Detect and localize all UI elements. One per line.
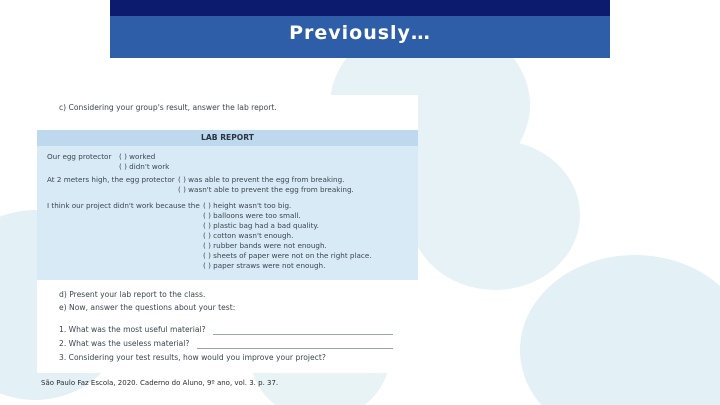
question-1: 1. What was the most useful material? xyxy=(59,325,206,334)
reason-item: ( ) paper straws were not enough. xyxy=(203,261,326,270)
source-caption: São Paulo Faz Escola, 2020. Caderno do Aluno, 9º ano, vol. 3. p. 37. xyxy=(41,379,279,387)
worksheet-image xyxy=(37,95,418,373)
reason-item: ( ) cotton wasn't enough. xyxy=(203,231,294,240)
instruction-e: e) Now, answer the questions about your test: xyxy=(59,303,236,312)
instruction-d: d) Present your lab report to the class. xyxy=(59,290,206,299)
question-2: 2. What was the useless material? xyxy=(59,339,190,348)
question-3: 3. Considering your test results, how would you improve your project? xyxy=(59,353,326,362)
option-not-prevented: ( ) wasn't able to prevent the egg from breaking. xyxy=(178,185,354,194)
slide-title: Previously… xyxy=(289,22,431,44)
reason-item: ( ) balloons were too small. xyxy=(203,211,301,220)
title-banner-strip xyxy=(110,0,610,16)
reason-item: ( ) plastic bag had a bad quality. xyxy=(203,221,319,230)
answer-line xyxy=(197,348,393,349)
option-didnt-work: ( ) didn't work xyxy=(119,162,170,171)
option-prevented: ( ) was able to prevent the egg from breaking. xyxy=(178,175,345,184)
lab-report-heading: LAB REPORT xyxy=(37,130,418,146)
option-worked: ( ) worked xyxy=(119,152,156,161)
reason-item: ( ) height wasn't too big. xyxy=(203,201,292,210)
background-circle xyxy=(410,140,580,290)
height-label: At 2 meters high, the egg protector xyxy=(47,175,175,184)
reasons-label: I think our project didn't work because the xyxy=(47,201,200,210)
lab-report-box xyxy=(37,130,418,280)
egg-protector-label: Our egg protector xyxy=(47,152,112,161)
instruction-c: c) Considering your group's result, answer the lab report. xyxy=(59,103,277,112)
title-banner xyxy=(110,0,610,58)
answer-line xyxy=(213,334,393,335)
reason-item: ( ) sheets of paper were not on the right place. xyxy=(203,251,372,260)
background-circle xyxy=(520,255,720,405)
reason-item: ( ) rubber bands were not enough. xyxy=(203,241,327,250)
